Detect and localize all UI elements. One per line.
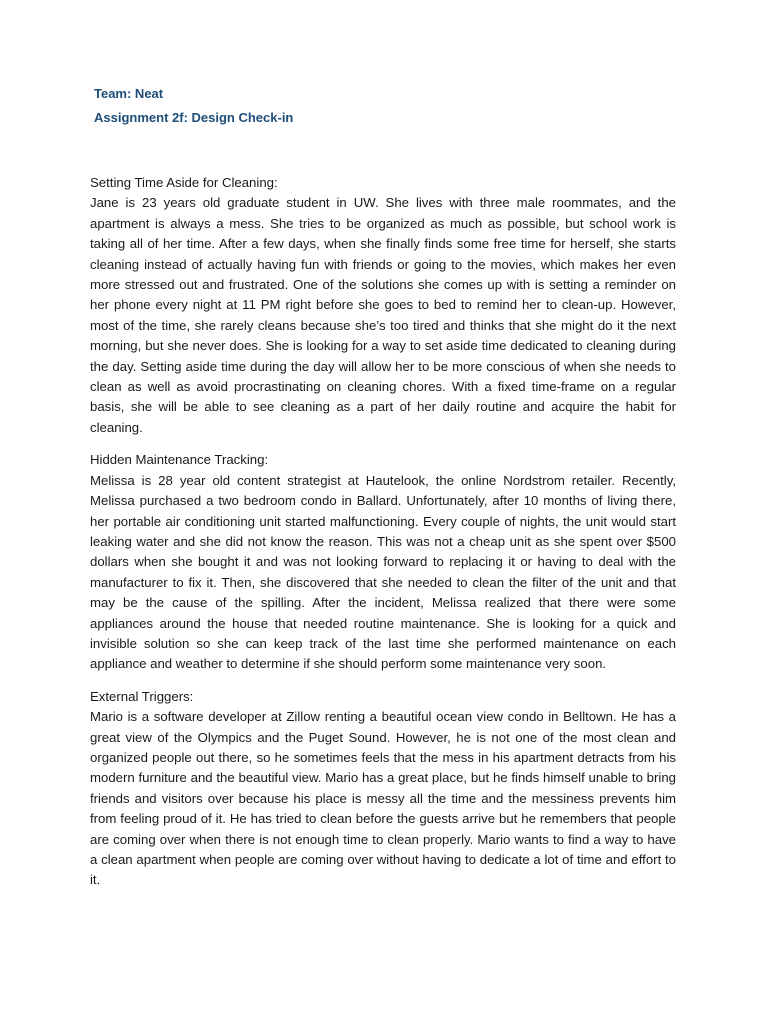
document-header: [94, 82, 293, 130]
document-body: [90, 173, 676, 903]
section-setting-time-aside: [90, 173, 676, 438]
section-title: Hidden Maintenance Tracking:: [90, 452, 269, 468]
team-name: Team: Neat: [94, 86, 164, 101]
assignment-title: Assignment 2f: Design Check-in: [94, 110, 294, 125]
section-paragraph: Jane is 23 years old graduate student in UW. She lives with three male roommates, and the apartment is always a mess. She tries to be organized as much as possible, but school work is taking all of her time. After a few days, when she finally finds some free time for herself, she starts cleaning instead of actually having fun with friends or going to the movies, which makes her even more stressed out and frustrated. One of the solutions she comes up with is setting a reminder on her phone every night at 11 PM right before she goes to bed to remind her to clean-up. However, most of the time, she rarely cleans because she’s too tired and thinks that she might do it the next morning, but she never does. She is looking for a way to set aside time dedicated to cleaning during the day. Setting aside time during the day will allow her to be more conscious of when she needs to clean as well as avoid procrastinating on cleaning chores. With a fixed time-frame on a regular basis, she will be able to see cleaning as a part of her daily routine and acquire the habit for cleaning.: [90, 195, 676, 435]
section-title: Setting Time Aside for Cleaning:: [90, 175, 278, 190]
section-title: External Triggers:: [90, 688, 194, 704]
section-paragraph: Mario is a software developer at Zillow renting a beautiful ocean view condo in Belltown. He has a great view of the Olympics and the Puget Sound. However, he is not one of the most clean and organized people out there, so he sometimes feels that the mess in his apartment detracts from his modern furniture and the beautiful view. Mario has a great place, but he finds himself unable to bring friends and visitors over because his place is messy all the time and the messiness prevents him from feeling proud of it. He has tried to clean before the guests arrive but he remembers that people are coming over when there is not enough time to clean properly. Mario wants to find a way to have a clean apartment when people are coming over without having to dedicate a lot of time and effort to it.: [90, 709, 676, 888]
section-paragraph: Melissa is 28 year old content strategist at Hautelook, the online Nordstrom retailer. Recently, Melissa purchased a two bedroom condo in Ballard. Unfortunately, after 10 months of living there, her portable air conditioning unit started malfunctioning. Every couple of nights, the unit would start leaking water and she did not know the reason. This was not a cheap unit as she spent over $500 dollars when she bought it and was not looking forward to replacing it or having to deal with the manufacturer to fix it. Then, she discovered that she needed to clean the filter of the unit and that may be the cause of the spilling. After the incident, Melissa realized that there were some appliances around the house that needed routine maintenance. She is looking for a quick and invisible solution so she can keep track of the last time she performed maintenance on each appliance and weather to determine if she should perform some maintenance very soon.: [90, 472, 676, 672]
section-external-triggers: [90, 687, 676, 891]
section-hidden-maintenance: [90, 450, 676, 674]
